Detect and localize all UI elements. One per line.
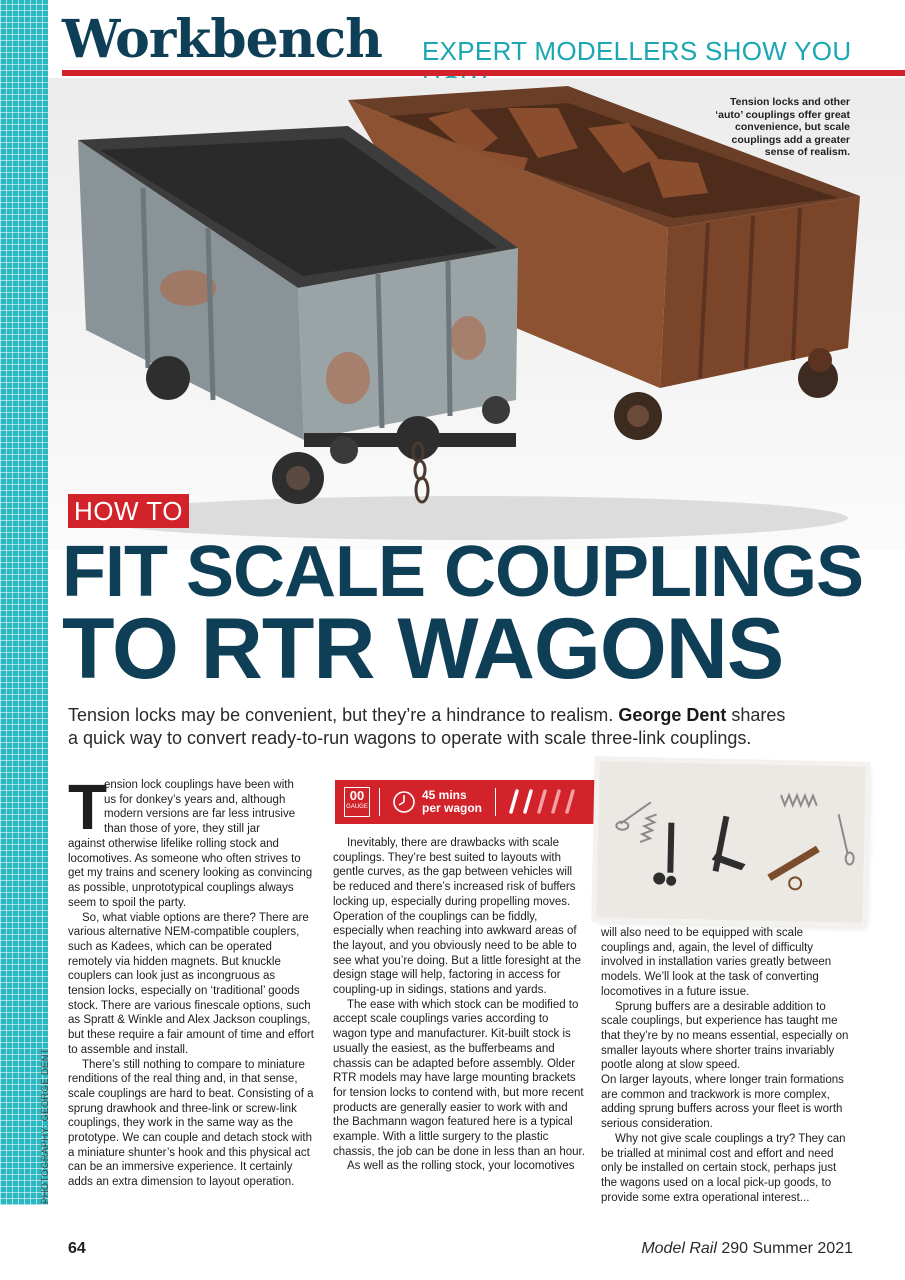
photo-credit: PHOTOGRAPHY: GEORGE DENT xyxy=(40,1048,51,1204)
body-column-3 xyxy=(601,926,853,1205)
couplings-photo xyxy=(596,761,865,923)
paragraph: Inevitably, there are drawbacks with scale couplings. They’re best suited to layouts with gentle curves, as the gap between vehicles will be reduced and there’s increased risk of buffers locking up, especially during propelling moves. Operation of the couplings can be fiddly, especially when reaching into awkward areas of the layout, and you obviously need to be able to see what you’re doing. But a little foresight at the design stage will help, factoring in access for coupling-up in sidings, stations and yards. xyxy=(333,837,582,997)
difficulty-rating xyxy=(505,786,589,818)
time-estimate: 45 mins per wagon xyxy=(422,788,483,815)
paragraph: So, what viable options are there? There are various alternative NEM-compatible couplers, such as Kadees, which can be operated remotely via hidden magnets. But knuckle couplers can look just as incongruous as tension locks, especially on ‘traditional’ goods stock. There are various finescale options, such as Spratt & Winkle and Alex Jackson couplings, but these require a fair amount of time and effort to assemble and install. xyxy=(68,911,314,1056)
body-column-1: T ension lock couplings have been with us for donkey’s years and, although modern versions are far less intrusive than those of yore, they still jar against otherwise lifelike rolling stock and locomotives. As someone who often strives to get my trains and scenery looking as convincing as possible, unprototypical couplings always seem to spoil the party. So, what viable options are there? There are various alternative NEM-compatible couplers, such as Kadees, which can be operated remotely via hidden magnets. But knuckle couplers can look just as incongruous as tension locks, especially on ‘traditional’ goods stock. There are various finescale options, such as Spratt & Winkle and Alex Jackson couplings, but these require a fair amount of time and effort to assemble and install. There’s still nothing to compare to miniature renditions of the real thing and, in that sense, scale couplings are hard to beat. Consisting of a sprung drawhook and three-link or screw-link couplings, they work in the same way as the prototype. We can couple and detach stock with a miniature shunter’s hook and this physical act can be an immersive experience. It certainly adds an extra dimension to layout operation. xyxy=(68,771,314,1189)
paragraph: against otherwise lifelike rolling stock and locomotives. As someone who often strives to get my trains and scenery looking as convincing as possible, unprototypical couplings always seem to spoil the party. xyxy=(68,838,313,909)
paintbrush-icon xyxy=(525,791,531,812)
paragraph: Sprung buffers are a desirable addition to scale couplings, but experience has taught me that they’re by no means essential, especially on smaller layouts where shorter trains invariably pootle along at slow speed. xyxy=(601,1000,849,1072)
paragraph: Why not give scale couplings a try? They can be trialled at minimal cost and effort and need only be installed on certain stock, perhaps just the wagons used on a local pick-up goods, to provide some extra operational interest... xyxy=(601,1132,846,1204)
paragraph: On larger layouts, where longer train formations are common and trackwork is more complex, adding sprung buffers across your fleet is worth serious consideration. xyxy=(601,1074,844,1131)
standfirst: Tension locks may be convenient, but they’re a hindrance to realism. George Dent shares a quick way to convert ready-to-run wagons to operate with scale three-link couplings. xyxy=(68,705,786,748)
body-column-2 xyxy=(333,836,585,1174)
headline-line-1: FIT SCALE COUPLINGS xyxy=(62,532,864,612)
gauge-badge: 00 GAUGE xyxy=(344,787,370,817)
kicker-label: HOW TO xyxy=(68,494,189,528)
buffer xyxy=(482,396,510,424)
buffer xyxy=(330,436,358,464)
paragraph: The ease with which stock can be modified to accept scale couplings varies according to wagon type and manufacturer. Kit-built stock is usually the easiest, as the bufferbeams and chassis can be adapted before assembly. Older RTR models may have large mounting brackets for tension locks to contend with, but more recent products are generally easier to work with and the Bachmann wagon featured here is a typical example. With a little surgery to the plastic chassis, the job can be done in less than an hour. xyxy=(333,998,585,1158)
drop-cap: T xyxy=(68,771,108,843)
couplings-illustration xyxy=(596,761,865,923)
author-name: George Dent xyxy=(618,705,727,725)
buffer xyxy=(808,348,832,372)
masthead-rule xyxy=(62,70,905,76)
clock-icon xyxy=(392,790,416,814)
page-number: 64 xyxy=(68,1240,86,1257)
photo-caption: Tension locks and other ‘auto’ couplings offer great convenience, but scale couplings add a greater sense of realism. xyxy=(715,96,850,158)
paintbrush-icon xyxy=(567,791,573,812)
paintbrush-icon xyxy=(539,791,545,812)
paragraph: As well as the rolling stock, your locomotives xyxy=(347,1160,575,1173)
decorative-side-strip xyxy=(0,0,48,1205)
section-title: Workbench xyxy=(62,9,382,70)
paintbrush-icon xyxy=(553,791,559,812)
section-subtitle: EXPERT MODELLERS SHOW YOU xyxy=(422,36,852,66)
project-info-bar xyxy=(335,780,597,824)
paintbrush-icon xyxy=(511,791,517,812)
paragraph: There’s still nothing to compare to miniature renditions of the real thing and, in that sense, scale couplings are hard to beat. Consisting of a sprung drawhook and three-link or screw-link couplings, they work in the same way as the prototype. We can couple and detach stock with a miniature shunter’s hook and this physical act can be an immersive experience. It certainly adds an extra dimension to layout operation. xyxy=(68,1058,314,1189)
paragraph: will also need to be equipped with scale couplings and, again, the level of difficulty involved in installation varies greatly between models. We’ll look at the task of converting locomotives in a future issue. xyxy=(601,927,832,998)
headline-line-2: TO RTR WAGONS xyxy=(62,601,784,697)
magazine-footer: Model Rail 290 Summer 2021 xyxy=(641,1240,853,1257)
